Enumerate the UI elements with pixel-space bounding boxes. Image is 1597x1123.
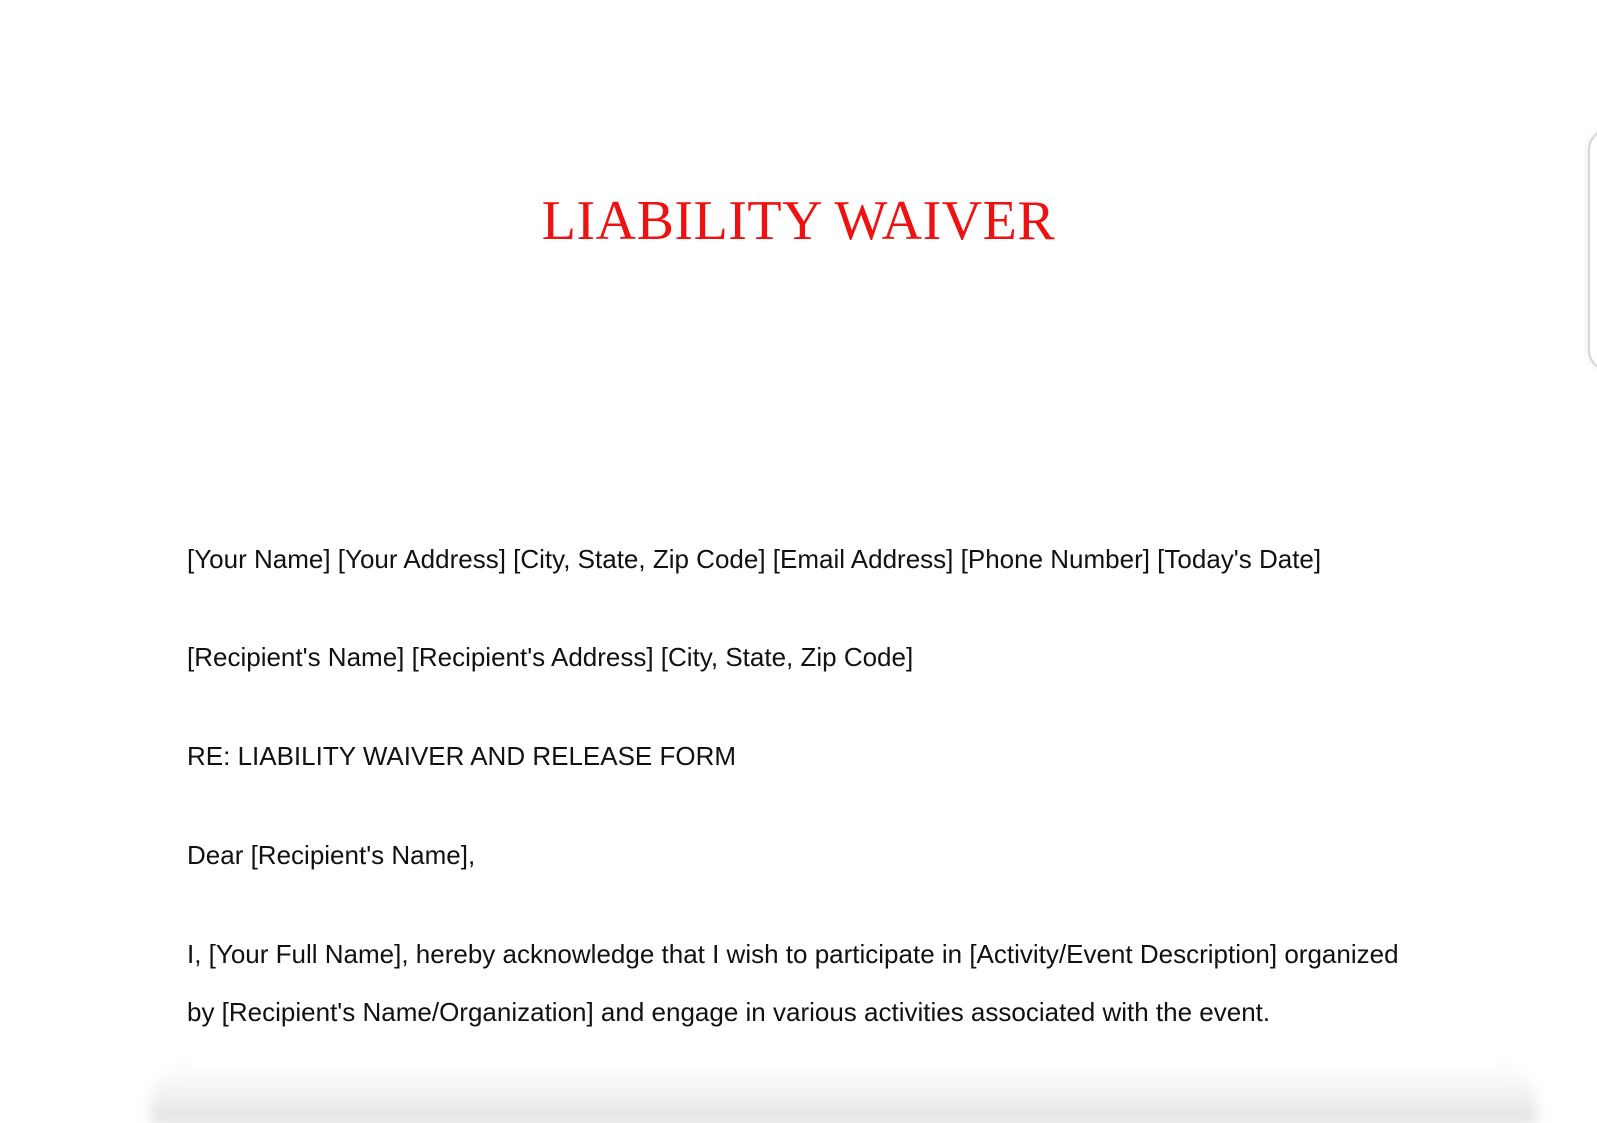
- side-panel-handle[interactable]: [1588, 128, 1597, 372]
- salutation-line: Dear [Recipient's Name],: [187, 840, 476, 870]
- document-title: LIABILITY WAIVER: [541, 190, 1056, 252]
- sender-info-line: [Your Name] [Your Address] [City, State, Zip Code] [Email Address] [Phone Number] [Today's Date]: [187, 544, 1322, 574]
- subject-line: RE: LIABILITY WAIVER AND RELEASE FORM: [187, 741, 737, 771]
- recipient-info-line: [Recipient's Name] [Recipient's Address] [City, State, Zip Code]: [187, 642, 914, 672]
- body-paragraph: I, [Your Full Name], hereby acknowledge that I wish to participate in [Activity/Event Description] organized by [Recipient's Name/Organization] and engage in various activities associated with the event.: [187, 939, 1399, 1027]
- page-bottom-shadow: [150, 1063, 1537, 1123]
